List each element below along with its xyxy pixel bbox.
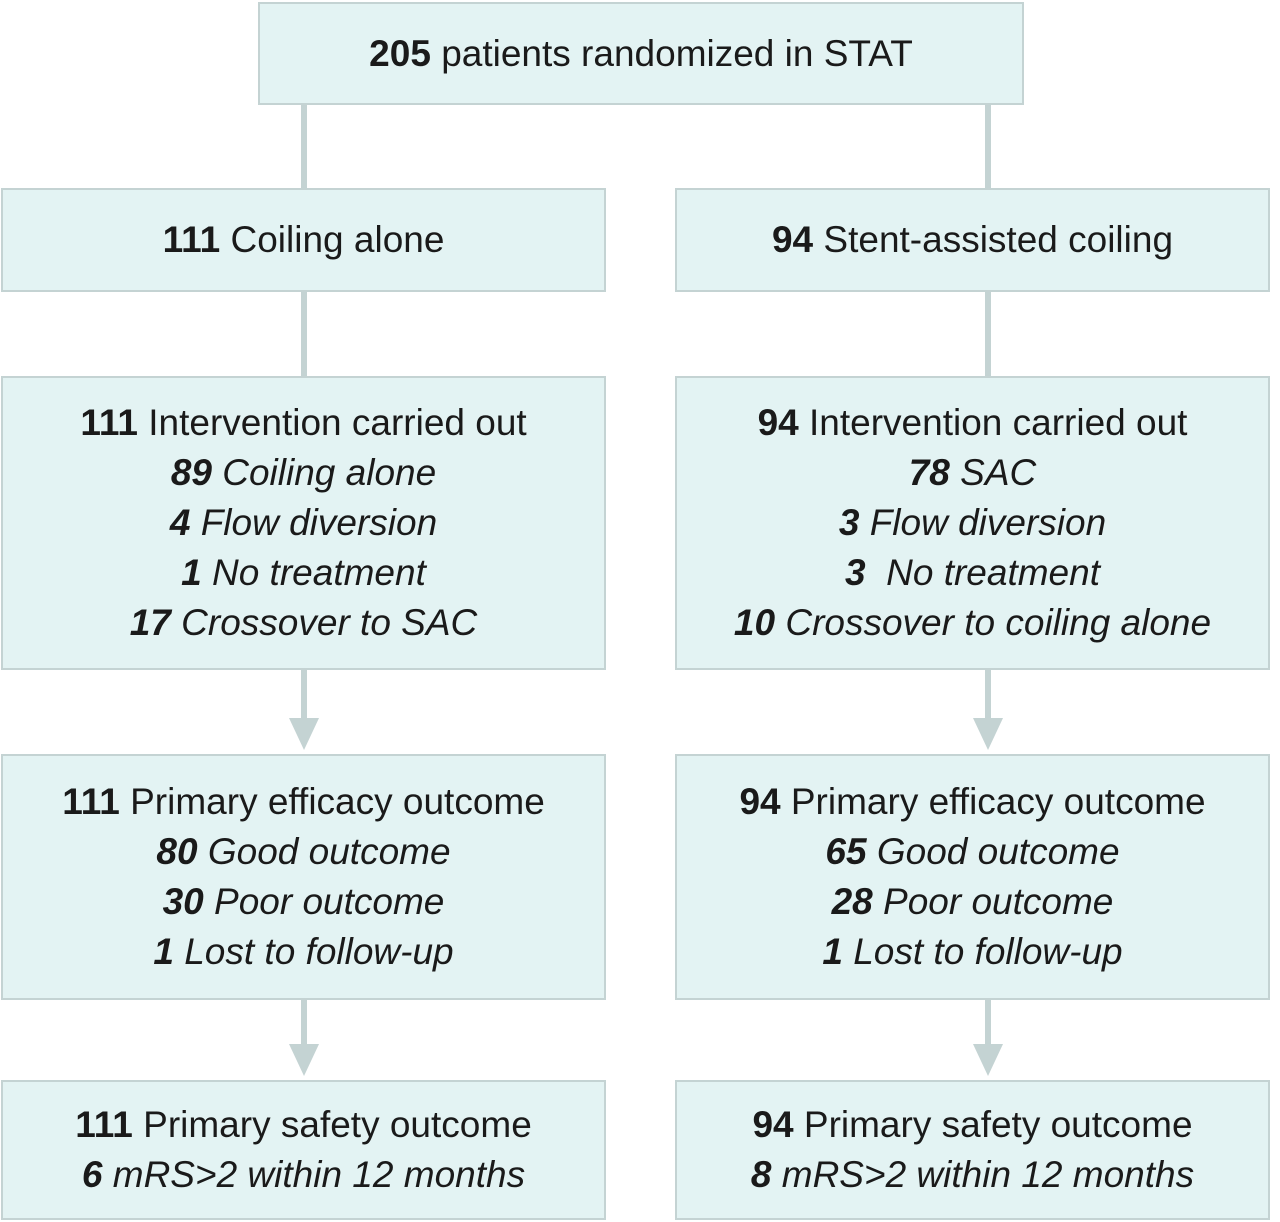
efficacy-header — [62, 777, 545, 827]
intervention-item — [171, 448, 436, 498]
header-label: Primary efficacy outcome — [130, 781, 545, 822]
item-count: 65 — [825, 831, 867, 872]
randomized-label: patients randomized in STAT — [441, 32, 913, 74]
item-label: Flow diversion — [200, 502, 438, 543]
intervention-item — [909, 448, 1037, 498]
arrowhead-right-safety — [973, 1044, 1003, 1076]
intervention-item — [170, 498, 437, 548]
item-count: 3 — [838, 502, 860, 543]
efficacy-header — [739, 777, 1205, 827]
header-label: Intervention carried out — [148, 402, 527, 443]
header-count: 94 — [757, 402, 799, 443]
item-label: Poor outcome — [214, 881, 445, 922]
randomized-box — [258, 2, 1024, 105]
intervention-item — [181, 548, 426, 598]
safety-header — [752, 1100, 1192, 1150]
header-count: 94 — [739, 781, 781, 822]
efficacy-item — [156, 827, 450, 877]
item-label: mRS>2 within 12 months — [781, 1154, 1195, 1195]
left-intervention-box — [1, 376, 606, 670]
item-count: 1 — [181, 552, 202, 593]
arrowhead-right-efficacy — [973, 718, 1003, 750]
item-label: No treatment — [875, 552, 1100, 593]
item-label: Coiling alone — [222, 452, 437, 493]
group-count: 111 — [162, 219, 221, 260]
randomized-count: 205 — [369, 32, 431, 74]
group-count: 94 — [771, 219, 814, 260]
item-count: 78 — [908, 452, 950, 493]
header-label: Primary safety outcome — [803, 1104, 1193, 1145]
intervention-item — [845, 548, 1100, 598]
efficacy-item — [825, 827, 1119, 877]
intervention-item — [839, 498, 1106, 548]
item-label: Good outcome — [876, 831, 1120, 872]
group-label: Stent-assisted coiling — [823, 219, 1174, 260]
safety-item — [751, 1150, 1194, 1200]
item-count: 30 — [162, 881, 204, 922]
header-count: 94 — [752, 1104, 794, 1145]
coiling-alone-group-box — [1, 188, 606, 292]
header-count: 111 — [62, 781, 120, 822]
item-label: Lost to follow-up — [184, 931, 454, 972]
item-count: 89 — [170, 452, 212, 493]
arrowhead-left-efficacy — [289, 718, 319, 750]
item-count: 3 — [844, 552, 866, 593]
header-label: Primary efficacy outcome — [790, 781, 1206, 822]
coiling-alone-group-line — [163, 215, 445, 265]
stent-assisted-group-line — [772, 215, 1173, 265]
left-efficacy-box — [1, 754, 606, 1000]
intervention-header — [80, 398, 526, 448]
item-label: Poor outcome — [883, 881, 1114, 922]
item-label: SAC — [960, 452, 1037, 493]
efficacy-item — [163, 877, 445, 927]
arrowhead-left-safety — [289, 1044, 319, 1076]
stent-assisted-group-box — [675, 188, 1270, 292]
left-safety-box — [1, 1080, 606, 1220]
header-label: Intervention carried out — [809, 402, 1188, 443]
intervention-item — [734, 598, 1211, 648]
intervention-header — [758, 398, 1188, 448]
item-count: 6 — [81, 1154, 103, 1195]
item-label: Lost to follow-up — [853, 931, 1123, 972]
safety-item — [82, 1150, 525, 1200]
item-count: 10 — [733, 602, 776, 643]
header-label: Primary safety outcome — [143, 1104, 532, 1145]
item-count: 17 — [129, 602, 171, 643]
item-label: Crossover to SAC — [181, 602, 478, 643]
intervention-item — [130, 598, 478, 648]
item-label: Good outcome — [207, 831, 451, 872]
item-count: 4 — [169, 502, 191, 543]
right-safety-box — [675, 1080, 1270, 1220]
header-count: 111 — [80, 402, 138, 443]
item-count: 1 — [822, 931, 843, 972]
item-label: Flow diversion — [869, 502, 1107, 543]
item-label: No treatment — [211, 552, 426, 593]
efficacy-item — [832, 877, 1114, 927]
item-count: 1 — [153, 931, 174, 972]
group-label: Coiling alone — [230, 219, 445, 260]
item-label: Crossover to coiling alone — [785, 602, 1212, 643]
item-count: 80 — [156, 831, 198, 872]
item-count: 8 — [750, 1154, 772, 1195]
item-count: 28 — [831, 881, 873, 922]
right-intervention-box — [675, 376, 1270, 670]
efficacy-item — [153, 927, 453, 977]
safety-header — [75, 1100, 532, 1150]
efficacy-item — [822, 927, 1122, 977]
header-count: 111 — [75, 1104, 133, 1145]
item-label: mRS>2 within 12 months — [112, 1154, 526, 1195]
randomized-line — [369, 29, 913, 79]
right-efficacy-box — [675, 754, 1270, 1000]
